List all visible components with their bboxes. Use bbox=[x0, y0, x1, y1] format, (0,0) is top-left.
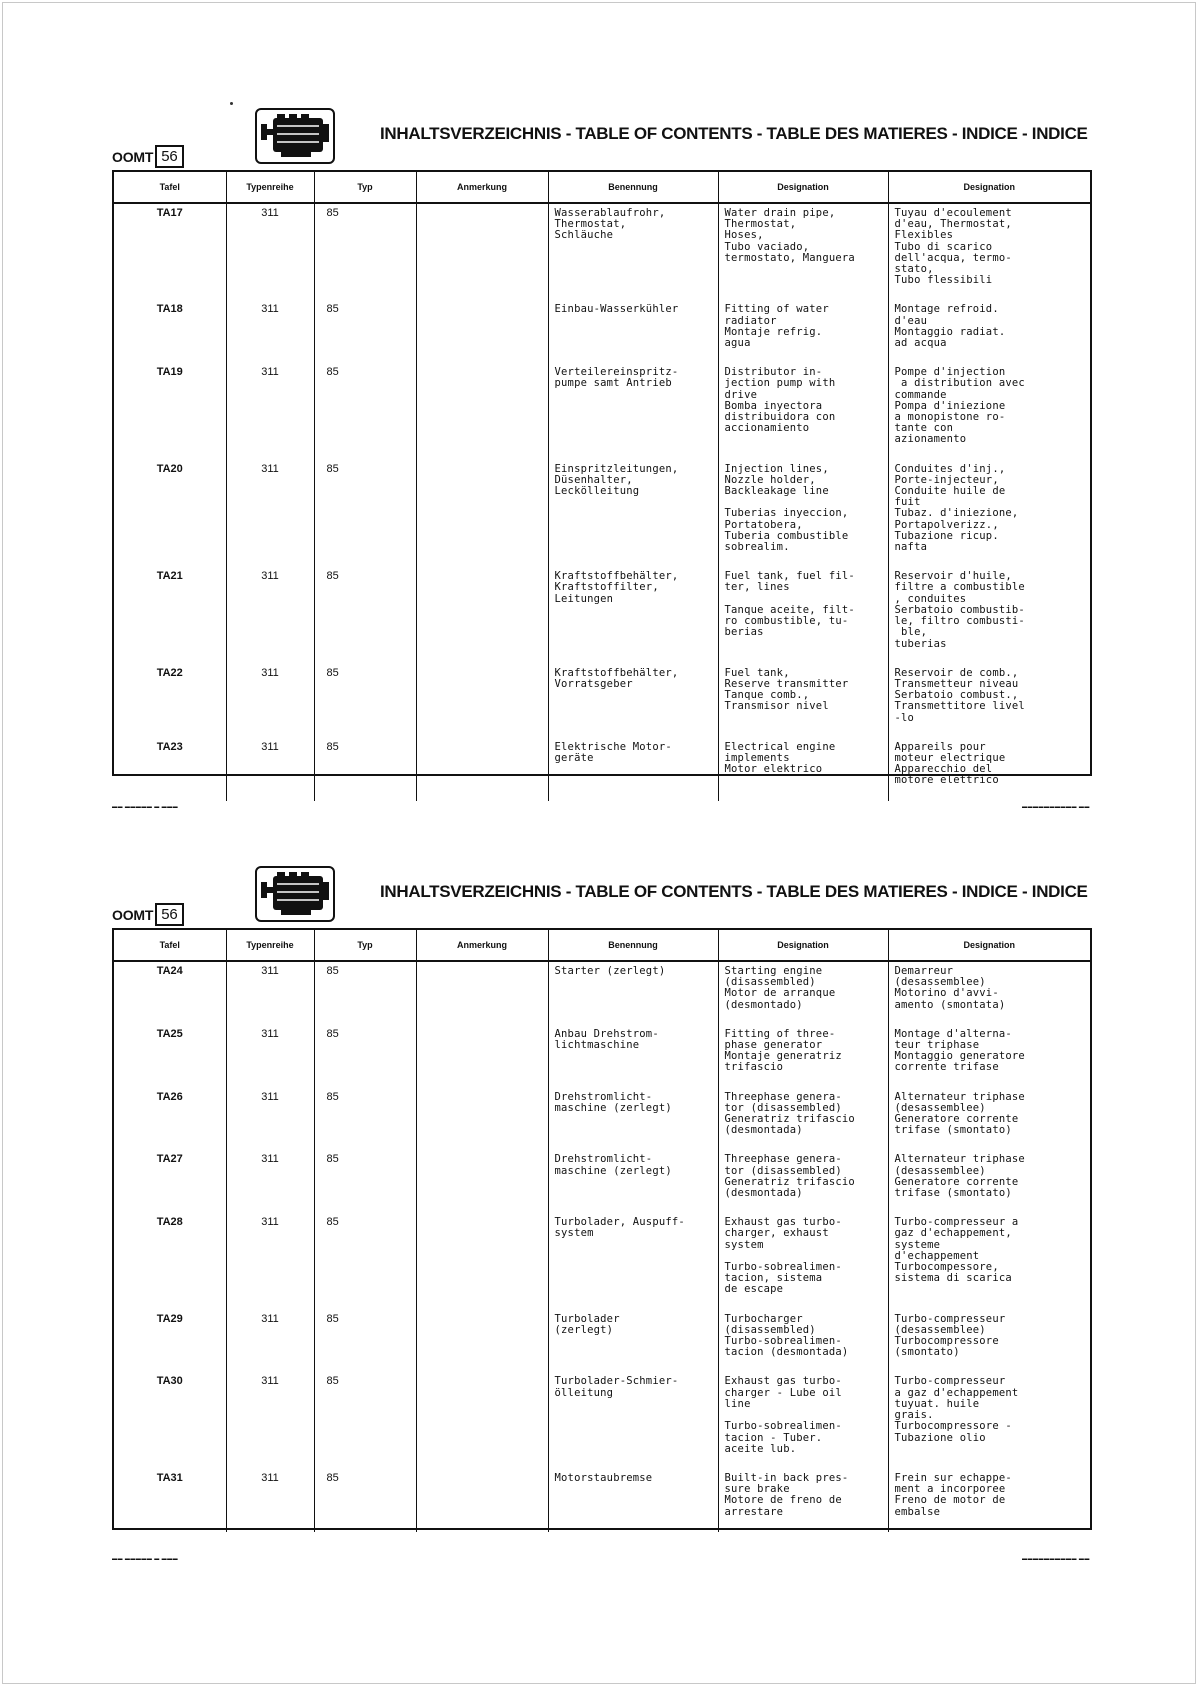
col-header-designation-en: Designation bbox=[718, 930, 888, 961]
cell-anmerkung bbox=[416, 1025, 548, 1088]
cell-tafel: TA28 bbox=[114, 1213, 226, 1309]
cell-tafel: TA23 bbox=[114, 738, 226, 801]
cell-tafel: TA25 bbox=[114, 1025, 226, 1088]
cell-typenreihe: 311 bbox=[226, 961, 314, 1025]
cell-anmerkung bbox=[416, 203, 548, 300]
cell-typenreihe: 311 bbox=[226, 363, 314, 459]
cell-typenreihe: 311 bbox=[226, 300, 314, 363]
toc-body-2 bbox=[114, 961, 1090, 1532]
cell-anmerkung bbox=[416, 664, 548, 738]
cell-designation-en: Exhaust gas turbo- charger - Lube oil line Turbo-sobrealimen- tacion - Tuber. aceite lub. bbox=[718, 1372, 888, 1468]
scan-dot bbox=[230, 102, 233, 105]
cell-tafel: TA20 bbox=[114, 460, 226, 568]
cell-typ: 85 bbox=[314, 664, 416, 738]
cell-designation-en: Injection lines, Nozzle holder, Backleakage line Tuberias inyeccion, Portatobera, Tuberia combustible sobrealim. bbox=[718, 460, 888, 568]
cell-typ: 85 bbox=[314, 460, 416, 568]
cell-anmerkung bbox=[416, 1213, 548, 1309]
cell-designation-en: Exhaust gas turbo- charger, exhaust system Turbo-sobrealimen- tacion, sistema de escape bbox=[718, 1213, 888, 1309]
header-row bbox=[114, 172, 1090, 203]
cell-designation-fr: Frein sur echappe- ment a incorporee Freno de motor de embalse bbox=[894, 1471, 1012, 1518]
cell-designation-en: Threephase genera- tor (disassembled) Generatriz trifascio (desmontada) bbox=[718, 1150, 888, 1213]
cell-typenreihe: 311 bbox=[226, 1372, 314, 1468]
col-header-typenreihe: Typenreihe bbox=[226, 930, 314, 961]
cell-tafel: TA18 bbox=[114, 300, 226, 363]
cell-designation-fr: Montage d'alterna- teur triphase Montaggio generatore corrente trifase bbox=[894, 1027, 1025, 1074]
cell-designation-en: Water drain pipe, Thermostat, Hoses, Tubo vaciado, termostato, Manguera bbox=[718, 203, 888, 300]
page-code bbox=[112, 903, 184, 926]
cell-tafel: TA22 bbox=[114, 664, 226, 738]
cell-benennung: Motorstaubremse bbox=[548, 1469, 718, 1532]
col-header-typ: Typ bbox=[314, 172, 416, 203]
col-header-benennung: Benennung bbox=[548, 172, 718, 203]
col-header-typ: Typ bbox=[314, 930, 416, 961]
cell-benennung: Turbolader-Schmier- ölleitung bbox=[548, 1372, 718, 1468]
cell-designation-en: Distributor in- jection pump with drive Bomba inyectora distribuidora con accionamiento bbox=[718, 363, 888, 459]
col-header-tafel: Tafel bbox=[114, 930, 226, 961]
code-number-box: 56 bbox=[155, 145, 183, 168]
toc-table bbox=[112, 170, 1092, 787]
cell-typ: 85 bbox=[314, 203, 416, 300]
cell-designation-en: Fitting of water radiator Montaje refrig. agua bbox=[718, 300, 888, 363]
cell-typenreihe: 311 bbox=[226, 1469, 314, 1532]
cell-benennung: Turbolader (zerlegt) bbox=[548, 1310, 718, 1373]
cell-typenreihe: 311 bbox=[226, 460, 314, 568]
cell-tafel: TA26 bbox=[114, 1088, 226, 1151]
cell-benennung: Einbau-Wasserkühler bbox=[548, 300, 718, 363]
cell-designation-en: Fitting of three- phase generator Montaje generatriz trifascio bbox=[718, 1025, 888, 1088]
cell-anmerkung bbox=[416, 1088, 548, 1151]
cell-benennung: Kraftstoffbehälter, Vorratsgeber bbox=[548, 664, 718, 738]
cell-anmerkung bbox=[416, 1372, 548, 1468]
cell-designation-en: Fuel tank, fuel fil- ter, lines Tanque aceite, filt- ro combustible, tu- berias bbox=[718, 567, 888, 663]
engine-icon bbox=[255, 108, 335, 164]
cell-anmerkung bbox=[416, 1469, 548, 1532]
cell-benennung: Drehstromlicht- maschine (zerlegt) bbox=[548, 1088, 718, 1151]
cell-benennung: Wasserablaufrohr, Thermostat, Schläuche bbox=[548, 203, 718, 300]
cell-typ: 85 bbox=[314, 567, 416, 663]
cell-designation-fr: Reservoir de comb., Transmetteur niveau Serbatoio combust., Transmettitore livel -lo bbox=[894, 666, 1025, 724]
cell-typ: 85 bbox=[314, 1025, 416, 1088]
footer-left-mark: ▬▬ ▬▬▬▬▬ ▬ ▬▬▬ bbox=[112, 804, 179, 810]
col-header-tafel: Tafel bbox=[114, 172, 226, 203]
table-row bbox=[114, 738, 1090, 801]
cell-anmerkung bbox=[416, 363, 548, 459]
cell-designation-fr: Turbo-compresseur a gaz d'echappement, systeme d'echappement Turbocompessore, sistema di scarica bbox=[894, 1216, 1019, 1285]
engine-icon bbox=[255, 866, 335, 922]
cell-typenreihe: 311 bbox=[226, 1025, 314, 1088]
cell-benennung: Einspritzleitungen, Düsenhalter, Leckölleitung bbox=[548, 460, 718, 568]
cell-typenreihe: 311 bbox=[226, 567, 314, 663]
cell-anmerkung bbox=[416, 300, 548, 363]
col-header-benennung: Benennung bbox=[548, 930, 718, 961]
table-row bbox=[114, 300, 1090, 363]
code-number-box: 56 bbox=[155, 903, 183, 926]
page-title: INHALTSVERZEICHNIS - TABLE OF CONTENTS - TABLE DES MATIERES - INDICE - INDICE bbox=[380, 882, 1088, 901]
page-code bbox=[112, 145, 184, 168]
cell-typ: 85 bbox=[314, 1372, 416, 1468]
cell-typenreihe: 311 bbox=[226, 1150, 314, 1213]
cell-designation-en: Electrical engine implements Motor elektrico bbox=[718, 738, 888, 801]
cell-benennung: Turbolader, Auspuff- system bbox=[548, 1213, 718, 1309]
footer-right-mark: ▬▬▬▬▬▬▬▬▬▬ ▬▬ bbox=[1022, 804, 1090, 810]
cell-typ: 85 bbox=[314, 1213, 416, 1309]
cell-benennung: Elektrische Motor- geräte bbox=[548, 738, 718, 801]
cell-tafel: TA21 bbox=[114, 567, 226, 663]
table-row bbox=[114, 363, 1090, 459]
col-header-typenreihe: Typenreihe bbox=[226, 172, 314, 203]
cell-anmerkung bbox=[416, 1150, 548, 1213]
cell-typ: 85 bbox=[314, 1088, 416, 1151]
cell-designation-fr: Alternateur triphase (desassemblee) Generatore corrente trifase (smontato) bbox=[894, 1153, 1025, 1200]
cell-designation-fr: Pompe d'injection a distribution avec commande Pompa d'iniezione a monopistone ro- tante con azionamento bbox=[894, 366, 1025, 446]
col-header-anmerkung: Anmerkung bbox=[416, 172, 548, 203]
cell-typenreihe: 311 bbox=[226, 1088, 314, 1151]
footer-left-mark: ▬▬ ▬▬▬▬▬ ▬ ▬▬▬ bbox=[112, 1556, 179, 1562]
table-row bbox=[114, 567, 1090, 663]
cell-designation-en: Fuel tank, Reserve transmitter Tanque comb., Transmisor nivel bbox=[718, 664, 888, 738]
cell-designation-fr: Reservoir d'huile, filtre a combustible , conduites Serbatoio combustib- le, filtro combusti- ble, tuberias bbox=[894, 570, 1025, 650]
cell-typenreihe: 311 bbox=[226, 203, 314, 300]
table-row bbox=[114, 460, 1090, 568]
cell-benennung: Anbau Drehstrom- lichtmaschine bbox=[548, 1025, 718, 1088]
code-prefix: OOMT bbox=[112, 906, 154, 923]
cell-tafel: TA19 bbox=[114, 363, 226, 459]
table-row bbox=[114, 1372, 1090, 1468]
cell-tafel: TA24 bbox=[114, 961, 226, 1025]
cell-anmerkung bbox=[416, 1310, 548, 1373]
cell-typ: 85 bbox=[314, 738, 416, 801]
cell-tafel: TA17 bbox=[114, 203, 226, 300]
code-prefix: OOMT bbox=[112, 148, 154, 165]
cell-tafel: TA27 bbox=[114, 1150, 226, 1213]
col-header-designation-fr: Designation bbox=[888, 172, 1090, 203]
cell-designation-en: Starting engine (disassembled) Motor de arranque (desmontado) bbox=[718, 961, 888, 1025]
cell-designation-fr: Appareils pour moteur electrique Apparecchio del motore elettrico bbox=[894, 740, 1006, 787]
cell-anmerkung bbox=[416, 567, 548, 663]
cell-designation-fr: Montage refroid. d'eau Montaggio radiat. ad acqua bbox=[894, 303, 1006, 350]
cell-tafel: TA31 bbox=[114, 1469, 226, 1532]
col-header-anmerkung: Anmerkung bbox=[416, 930, 548, 961]
cell-designation-fr: Demarreur (desassemblee) Motorino d'avvi- amento (smontata) bbox=[894, 965, 1006, 1011]
table-row bbox=[114, 1150, 1090, 1213]
cell-typenreihe: 311 bbox=[226, 1213, 314, 1309]
header-row bbox=[114, 930, 1090, 961]
cell-anmerkung bbox=[416, 738, 548, 801]
cell-typ: 85 bbox=[314, 1150, 416, 1213]
table-row bbox=[114, 1213, 1090, 1309]
cell-designation-fr: Turbo-compresseur (desassemblee) Turbocompressore (smontato) bbox=[894, 1312, 1006, 1359]
cell-benennung: Drehstromlicht- maschine (zerlegt) bbox=[548, 1150, 718, 1213]
cell-designation-fr: Turbo-compresseur a gaz d'echappement tuyuat. huile grais. Turbocompressore - Tubazione olio bbox=[894, 1375, 1019, 1444]
table-row bbox=[114, 1025, 1090, 1088]
table-row bbox=[114, 1310, 1090, 1373]
page-title: INHALTSVERZEICHNIS - TABLE OF CONTENTS - TABLE DES MATIERES - INDICE - INDICE bbox=[380, 124, 1088, 143]
cell-anmerkung bbox=[416, 460, 548, 568]
cell-tafel: TA29 bbox=[114, 1310, 226, 1373]
table-row bbox=[114, 961, 1090, 1025]
cell-benennung: Kraftstoffbehälter, Kraftstoffilter, Leitungen bbox=[548, 567, 718, 663]
cell-tafel: TA30 bbox=[114, 1372, 226, 1468]
cell-typenreihe: 311 bbox=[226, 664, 314, 738]
toc-table bbox=[112, 928, 1092, 1530]
cell-typ: 85 bbox=[314, 1310, 416, 1373]
table-row bbox=[114, 1088, 1090, 1151]
table-row bbox=[114, 1469, 1090, 1532]
table-row bbox=[114, 664, 1090, 738]
cell-typ: 85 bbox=[314, 961, 416, 1025]
cell-typenreihe: 311 bbox=[226, 738, 314, 801]
footer-right-mark: ▬▬▬▬▬▬▬▬▬▬ ▬▬ bbox=[1022, 1556, 1090, 1562]
cell-typ: 85 bbox=[314, 1469, 416, 1532]
cell-designation-fr: Conduites d'inj., Porte-injecteur, Conduite huile de fuit Tubaz. d'iniezione, Portapolverizz., Tubazione ricup. nafta bbox=[894, 462, 1019, 554]
cell-anmerkung bbox=[416, 961, 548, 1025]
cell-benennung: Verteilereinspritz- pumpe samt Antrieb bbox=[548, 363, 718, 459]
cell-benennung: Starter (zerlegt) bbox=[548, 961, 718, 1025]
cell-designation-fr: Tuyau d'ecoulement d'eau, Thermostat, Flexibles Tubo di scarico dell'acqua, termo- stato, Tubo flessibili bbox=[894, 207, 1012, 287]
cell-designation-fr: Alternateur triphase (desassemblee) Generatore corrente trifase (smontato) bbox=[894, 1090, 1025, 1137]
cell-designation-en: Turbocharger (disassembled) Turbo-sobrealimen- tacion (desmontada) bbox=[718, 1310, 888, 1373]
col-header-designation-fr: Designation bbox=[888, 930, 1090, 961]
cell-typenreihe: 311 bbox=[226, 1310, 314, 1373]
toc-body-1 bbox=[114, 203, 1090, 801]
cell-typ: 85 bbox=[314, 363, 416, 459]
cell-typ: 85 bbox=[314, 300, 416, 363]
table-row bbox=[114, 203, 1090, 300]
cell-designation-en: Built-in back pres- sure brake Motore de freno de arrestare bbox=[718, 1469, 888, 1532]
col-header-designation-en: Designation bbox=[718, 172, 888, 203]
cell-designation-en: Threephase genera- tor (disassembled) Generatriz trifascio (desmontada) bbox=[718, 1088, 888, 1151]
